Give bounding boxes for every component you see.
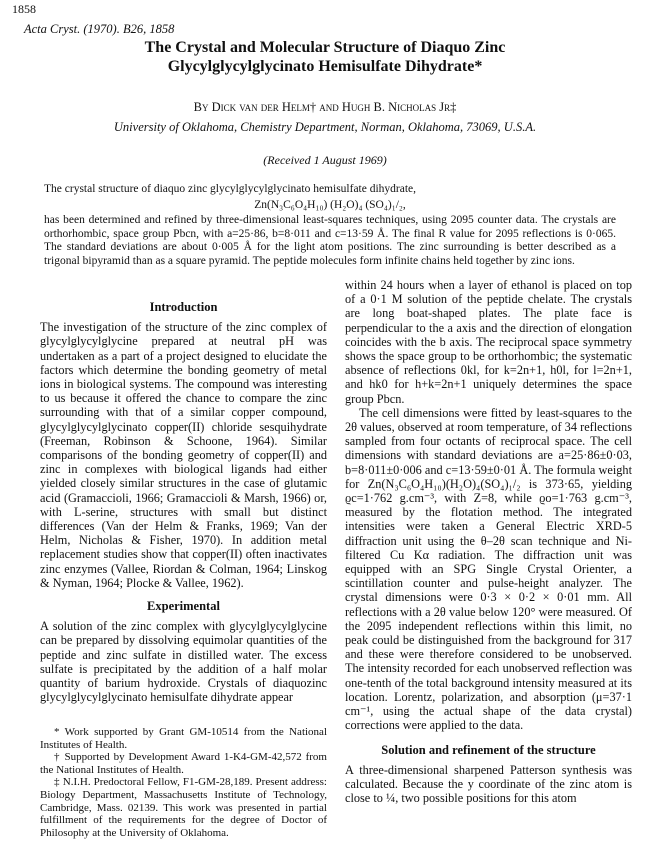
footnote-1: * Work supported by Grant GM-10514 from the National Institutes of Health. — [40, 726, 327, 751]
solution-text: A three-dimensional sharpened Patterson synthesis was calculated. Because the y coordinate of the zinc atom is close to ¼, two possible positions for this atom — [345, 762, 632, 806]
experimental-text-left: A solution of the zinc complex with glycylglycylglycine can be prepared by dissolving equimolar quantities of the peptide and zinc sulfate in distilled water. The excess sulfate is precipitated by the addition of a half molar quantity of barium hydroxide. Crystals of diaquozinc glycylglycylglycinato hemisulfate dihydrate appear — [40, 619, 327, 705]
abstract-part-2: has been determined and refined by three-dimensional least-squares techniques, using 2095 counter data. The crystals are orthorhombic, space group Pbcn, with a=25·86, b=8·011 and c=13·59 Å. The final R value for 2095 reflections is 0·065. The standard deviations are about 0·005 Å for the light atom positions. The zinc surrounding is better described as a trigonal bipyramid than as a square pyramid. The peptide molecules form infinite chains held together by zinc ions. — [44, 214, 616, 267]
footnote-3: ‡ N.I.H. Predoctoral Fellow, F1-GM-28,189. Present address: Biology Department, Massachusetts Institute of Technology, Cambridge, Mass. 02139. This work was presented in partial fulfillment of the requirements for the degree of Doctor of Philosophy at the University of Oklahoma. — [40, 776, 327, 839]
affiliation: University of Oklahoma, Chemistry Department, Norman, Oklahoma, 73069, U.S.A. — [113, 120, 537, 134]
introduction-text: The investigation of the structure of the zinc complex of glycylglycylglycine prepared at neutral pH was undertaken as a part of a project designed to elucidate the factors which determine the bonding geometry of metal ions in biological systems. The compound was interesting to us because it offered the chance to compare the zinc surrounding with that of a similar copper compound, glycylglycylglycinato copper(II) chloride sesquihydrate (Freeman, Robinson & Schoone, 1964). Similar comparisons of the bonding geometry of copper(II) and zinc in complexes with biological ligands had either yielded closely similar structures in the case of glutamic acid (Gramaccioli, 1966; Gramaccioli & Marsh, 1966) or, with L-serine, structures with small but distinct differences (Van der Helm & Franks, 1969; Van der Helm, Nicholas & Fisher, 1970). In addition metal replacement studies show that copper(II) often inactivates zinc enzymes (Vallee, Riordan & Colman, 1964; Linskog & Nyman, 1964; Plocke & Vallee, 1962). — [40, 320, 327, 590]
received-date: (Received 1 August 1969) — [263, 153, 387, 167]
experimental-heading: Experimental — [147, 599, 220, 614]
solution-heading: Solution and refinement of the structure — [381, 742, 596, 757]
abstract-part-1: The crystal structure of diaquo zinc glycylglycylglycinato hemisulfate dihydrate, — [44, 183, 417, 195]
title-line-2: Glycylglycylglycinato Hemisulfate Dihydrate* — [167, 58, 483, 75]
experimental-text-right-2: The cell dimensions were fitted by least-squares to the 2θ values, observed at room temperature, of 34 reflections sampled from four octants of reciprocal space. The cell dimensions with standard deviations are a=25·86±0·03, b=8·011±0·006 and c=13·59±0·01 Å. The formula weight for Zn(N₃C₆O₄H₁₀)(H₂O)₄(SO₄)₁/₂ is 373·65, yielding ϱc=1·762 g.cm⁻³, with Z=8, while ϱo=1·763 g.cm⁻³, measured by the flotation method. The integrated intensities were taken a General Electric XRD-5 diffraction unit using the θ–2θ scan technique and Ni-filtered Cu Kα radiation. The diffraction unit was equipped with an SPG Single Crystal Orienter, a scintillation counter and pulse-height analyzer. The crystal dimensions were 0·3 × 0·2 × 0·01 mm. All reflections with a 2θ value below 120° were measured. Of the 2095 independent reflections within this limit, no peak could be distinguished from the background for 317 and these were therefore considered to be unobserved. The intensity recorded for each unobserved reflection was one-tenth of the total background intensity measured at its location. Lorentz, polarization, and absorption (μ=37·1 cm⁻¹, using the actual shape of the data crystal) corrections were applied to the data. — [345, 405, 632, 733]
footnotes — [40, 726, 327, 839]
experimental-text-right-1: within 24 hours when a layer of ethanol is placed on top of a 0·1 M solution of the peptide chelate. The crystals are long boat-shaped plates. The plate face is perpendicular to the a axis and the direction of elongation coincides with the b axis. The reciprocal space symmetry shows the space group to be orthorhombic; the systematic absence of reflections 0kl, for k=2n+1, h0l, for l=2n+1, and hk0 for h+k=2n+1 uniquely determines the space group Pbcn. — [345, 278, 632, 406]
abstract-formula: Zn(N₃C₆O₄H₁₀) (H₂O)₄ (SO₄)₁/₂, — [254, 198, 406, 211]
introduction-heading: Introduction — [149, 300, 218, 314]
abstract — [44, 183, 616, 269]
footnote-2: † Supported by Development Award 1-K4-GM-42,572 from the National Institutes of Health. — [40, 751, 327, 776]
page-number: 1858 — [12, 2, 36, 16]
paper-title — [0, 38, 650, 76]
journal-citation: Acta Cryst. (1970). B26, 1858 — [24, 22, 175, 36]
left-column — [40, 300, 327, 704]
right-column — [345, 278, 632, 805]
title-line-1: The Crystal and Molecular Structure of Diaquo Zinc — [144, 39, 506, 56]
authors: By Dick van der Helm† and Hugh B. Nicholas Jr‡ — [193, 100, 457, 114]
